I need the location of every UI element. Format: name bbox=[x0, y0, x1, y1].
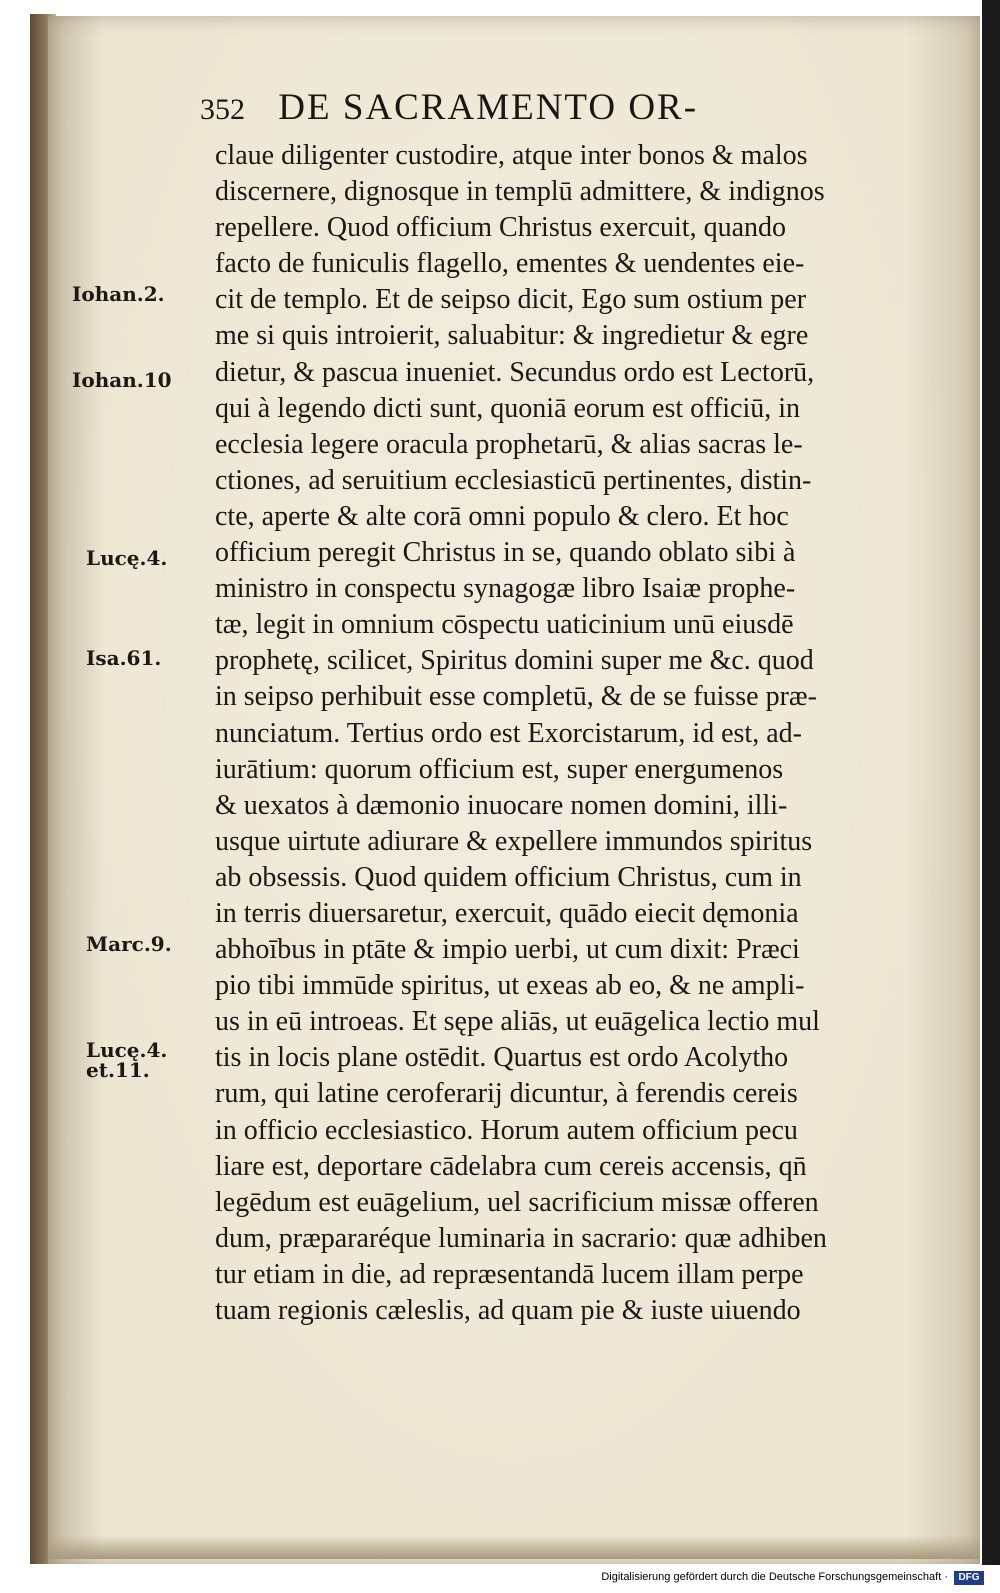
margin-note-johan-10 bbox=[72, 368, 172, 392]
running-title: DE SACRAMENTO OR- bbox=[278, 87, 699, 128]
margin-note-text: Marc.9. bbox=[86, 932, 172, 956]
right-scan-border bbox=[982, 0, 1000, 1565]
text-line: usque uirtute adiurare & expellere immundos spiritus bbox=[215, 825, 813, 857]
page-bottom-shadow bbox=[48, 1535, 980, 1559]
text-line: facto de funiculis flagello, ementes & uendentes eie- bbox=[215, 248, 805, 280]
text-line: ab obsessis. Quod quidem officium Christus, cum in bbox=[215, 861, 802, 893]
text-line: tis in locis plane ostēdit. Quartus est ordo Acolytho bbox=[215, 1042, 789, 1074]
text-line: in terris diuersaretur, exercuit, quādo eiecit dęmonia bbox=[215, 897, 799, 929]
margin-note-text: Iohan.10 bbox=[72, 368, 172, 392]
text-line: rum, qui latine ceroferarij dicuntur, à ferendis cereis bbox=[215, 1078, 798, 1110]
margin-note-text: Lucę.4. bbox=[86, 1038, 168, 1062]
text-line: me si quis introierit, saluabitur: & ingredietur & egre bbox=[215, 320, 809, 352]
text-line: cte, aperte & alte corā omni populo & clero. Et hoc bbox=[215, 500, 789, 532]
text-line: dum, præpararéque luminaria in sacrario: quæ adhiben bbox=[215, 1222, 827, 1254]
margin-note-johan-2 bbox=[72, 282, 165, 306]
margin-note-isa-61 bbox=[86, 646, 161, 670]
text-line: discernere, dignosque in templū admittere, & indignos bbox=[215, 176, 825, 208]
text-line: tur etiam in die, ad repræsentandā lucem illam perpe bbox=[215, 1258, 804, 1290]
text-line: & uexatos à dæmonio inuocare nomen domini, illi- bbox=[215, 789, 788, 821]
text-line: iurātium: quorum officium est, super energumenos bbox=[215, 753, 784, 785]
text-line: qui à legendo dicti sunt, quoniā eorum est officiū, in bbox=[215, 392, 801, 424]
text-line: nunciatum. Tertius ordo est Exorcistarum, id est, ad- bbox=[215, 717, 802, 749]
margin-note-marc-9 bbox=[86, 932, 172, 956]
text-line: cit de templo. Et de seipso dicit, Ego sum ostium per bbox=[215, 284, 807, 316]
margin-note-text: Isa.61. bbox=[86, 646, 162, 670]
text-line: us in eū introeas. Et sępe aliās, ut euāgelica lectio mul bbox=[215, 1006, 820, 1038]
running-header bbox=[200, 86, 698, 129]
text-line: officium peregit Christus in se, quando oblato sibi à bbox=[215, 537, 796, 569]
text-line: repellere. Quod officium Christus exercuit, quando bbox=[215, 212, 786, 244]
text-line: ctiones, ad seruitium ecclesiasticū pertinentes, distin- bbox=[215, 464, 812, 496]
footer-credit: Digitalisierung gefördert durch die Deutsche Forschungsgemeinschaft · bbox=[601, 1571, 948, 1583]
text-line: dietur, & pascua inueniet. Secundus ordo est Lectorū, bbox=[215, 356, 815, 388]
text-line: abhoībus in ptāte & impio uerbi, ut cum dixit: Præci bbox=[215, 934, 800, 966]
dfg-logo: DFG bbox=[954, 1571, 984, 1585]
text-line: pio tibi immūde spiritus, ut exeas ab eo, & ne ampli- bbox=[215, 970, 805, 1002]
text-line: prophetę, scilicet, Spiritus domini super me &c. quod bbox=[215, 645, 814, 677]
margin-note-text: Lucę.4. bbox=[86, 546, 168, 570]
margin-note-text: Iohan.2. bbox=[72, 282, 165, 306]
text-line: legēdum est euāgelium, uel sacrificium missæ offeren bbox=[215, 1186, 819, 1218]
main-text-block bbox=[215, 138, 950, 1329]
text-line: ecclesia legere oracula prophetarū, & alias sacras le- bbox=[215, 428, 803, 460]
margin-note-text: et.11. bbox=[86, 1058, 150, 1082]
text-line: ministro in conspectu synagogæ libro Isaiæ prophe- bbox=[215, 573, 796, 605]
text-line: liare est, deportare cādelabra cum cereis accensis, qn̄ bbox=[215, 1150, 807, 1182]
margin-note-luce-4 bbox=[86, 546, 167, 570]
digitization-footer bbox=[0, 1566, 1000, 1593]
text-line: in officio ecclesiastico. Horum autem officium pecu bbox=[215, 1114, 798, 1146]
page-number: 352 bbox=[200, 93, 245, 126]
text-line: tæ, legit in omnium cōspectu uaticinium unū eiusdē bbox=[215, 609, 794, 641]
text-line: in seipso perhibuit esse completū, & de se fuisse præ- bbox=[215, 681, 817, 713]
margin-note-luce-4-et-11 bbox=[86, 1040, 167, 1080]
text-line: tuam regionis cæleslis, ad quam pie & iuste uiuendo bbox=[215, 1295, 801, 1326]
text-line: claue diligenter custodire, atque inter bonos & malos bbox=[215, 140, 808, 171]
